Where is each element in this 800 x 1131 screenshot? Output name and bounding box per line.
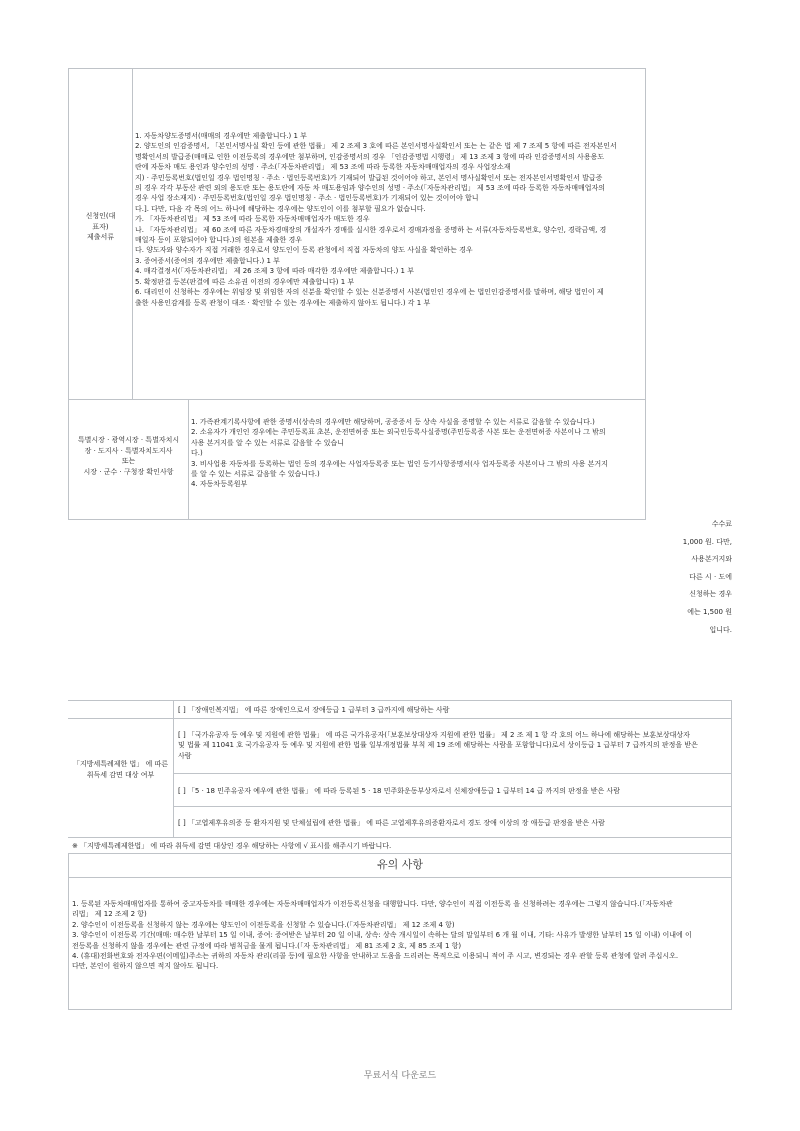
exemption-option-veteran[interactable]: [ ] 「국가유공자 등 예우 및 지원에 관한 법률」 에 따른 국가유공자(「보훈보상대상자 지원에 관한 법률」 제 2 조 제 1 항 각 호의 어느 하나에 해당하는 보훈보상대상자 및 법률 제 11041 호 국가유공자 등 예우 및 지원에 관한 법률 일부개정법률 부칙 제 19 조에 해당하는 사람을 포함합니다)로서 상이등급 1 급부터 7 급까지의 판정을 받은 사람: [178, 731, 698, 760]
official-check-list: 1. 가족관계기록사항에 관한 증명서(상속의 경우에만 해당하며, 공증증서 등 상속 사실을 증명할 수 있는 서류로 갈음할 수 있습니다.) 2. 소유자가 개인인 경우에는 주민등록표 초본, 운전면허증 또는 외국인등록사실증명(주민등록증 사본 또는 운전면허증 사본이나 그 밖의 사용 본거지를 알 수 있는 서류로 갈음할 수 있습니 다.) 3. 비사업용 자동차를 등록하는 법인 등의 경우에는 사업자등록증 또는 법인 등기사항증명서(사 업자등록증 사본이나 그 밖의 사용 본거지 를 알 수 있는 서류로 갈음할 수 있습니다.) 4. 자동차등록원부: [191, 418, 608, 489]
notes-title: 유의 사항: [376, 858, 423, 871]
download-link[interactable]: 무료서식 다운로드: [363, 1071, 437, 1081]
tax-exemption-table: [68, 700, 732, 854]
applicant-docs-list: 1. 자동차양도증명서(매매의 경우에만 제출합니다.) 1 부 2. 양도인의 인감증명서, 「본인서명사실 확인 등에 관한 법률」 제 2 조제 3 호에 따른 본인서명사실확인서 또는 는 같은 법 제 7 조제 5 항에 따른 전자본인서 명확인서의 발급증(매매로 인한 이전등록의 경우에만 첨부하며, 인감증명서의 경우 「인감증명법 시행령」 제 13 조제 3 항에 따라 인감증명서의 사용용도 란에 자동차 매도 용인과 양수인의 성명 · 주소(「자동차관리법」 제 53 조에 따라 등록한 자동차매매업자의 경우 사업장소재 지) · 주민등록번호(법인일 경우 법인명칭 · 주소 · 법인등록번호)가 기재되어 발급된 것이어야 하고, 본인서 명사실확인서 또는 전자본인서명확인서 발급증 의 경우 각각 부동산 관련 외의 용도란 또는 용도란에 자동 차 매도용임과 양수인의 성명 · 주소(「자동차관리법」 제 53 조에 따라 등록한 자동차매매업자의 경우 사업 장소재지) · 주민등록번호(법인일 경우 법인명칭 · 주소 · 법인등록번호)가 기재되어 있는 것이어야 합니 다.]. 다만, 다음 각 목의 어느 하나에 해당하는 경우에는 양도인이 이를 첨부할 필요가 없습니다. 가. 「자동차관리법」 제 53 조에 따라 등록한 자동차매매업자가 매도한 경우 나. 「자동차관리법」 제 60 조에 따른 자동차경매장의 개설자가 경매를 실시한 경우로서 경매과정을 증명하 는 서류(자동차등록번호, 양수인, 경락금액, 경 매일자 등이 포함되어야 합니다.)의 원본을 제출한 경우 다. 양도자와 양수자가 직접 거래한 경우로서 양도인이 등록 관청에서 직접 자동차의 양도 사실을 확인하는 경우 3. 증여증서(증여의 경우에만 제출합니다.) 1 부 4. 매각결정서(「자동차관리법」 제 26 조제 3 항에 따라 매각한 경우에만 제출합니다.) 1 부 5. 확정판결 등본(판결에 따른 소유권 이전의 경우에만 제출합니다) 1 부 6. 대리인이 신청하는 경우에는 위임장 및 위임한 자의 신분을 확인할 수 있는 신분증명서 사본(법인인 경우에 는 법인인감증명서를 말하며, 해당 법인이 제 출한 사용인감계를 등록 관청이 대조 · 확인할 수 있는 경우에는 제출하지 않아도 됩니다.) 각 1 부: [135, 132, 617, 307]
applicant-docs-label: 신청인(대 표자) 제출서류: [85, 212, 116, 242]
notes-section: [68, 853, 732, 1010]
exemption-option-disabled[interactable]: [ ] 「장애인복지법」 에 따른 장애인으로서 장애등급 1 급부터 3 급까지에 해당하는 사람: [178, 706, 450, 714]
tax-exemption-footnote: ※ 「지방세특례제한법」 에 따라 취득세 감면 대상인 경우 해당하는 사항에 √ 표시를 해주시기 바랍니다.: [72, 842, 392, 850]
tax-exemption-label: 「지방세특례제한 법」 에 따른 취득세 감면 대상 여부: [72, 760, 169, 779]
notes-body: 1. 등록된 자동차매매업자를 통하여 중고자동차를 매매한 경우에는 자동차매매업자가 이전등록신청을 대행합니다. 다만, 양수인이 직접 이전등록 을 신청하려는 경우에는 그렇지 않습니다.(「자동차관 리법」 제 12 조제 2 항) 2. 양수인이 이전등록을 신청하지 않는 경우에는 양도인이 이전등록을 신청할 수 있습니다.(「자동차관리법」 제 12 조제 4 항) 3. 양수인이 이전등록 기간(매매: 매수한 날부터 15 일 이내, 증여: 증여받은 날부터 20 일 이내, 상속: 상속 개시일이 속하는 달의 말일부터 6 개 월 이내, 기타: 사유가 발생한 날부터 15 일 이내) 이내에 이 전등록을 신청하지 않을 경우에는 관련 규정에 따라 범칙금을 물게 됩니다.(「자 동차관리법」 제 81 조제 2 호, 제 85 조제 1 항) 4. (휴대)전화번호와 전자우편(이메일)주소는 귀하의 자동차 관리(리콜 등)에 필요한 사항을 안내하고 도움을 드리려는 목적으로 이용되니 적어 주 시고, 변경되는 경우 관할 등록 관청에 알려 주십시오. 다만, 본인이 원하지 않으면 적지 않아도 됩니다.: [72, 900, 692, 971]
fee-note: 수수료 1,000 원. 다만, 사용본거지와 다른 시 · 도에 신청하는 경우 에는 1,500 원 입니다.: [682, 520, 732, 634]
documents-table: [68, 68, 646, 520]
exemption-option-agent-orange[interactable]: [ ] 「고엽제후유의증 등 환자지원 및 단체설립에 관한 법률」 에 따른 고엽제후유의증환자로서 경도 장애 이상의 장 애등급 판정을 받은 사람: [178, 819, 605, 827]
exemption-option-518[interactable]: [ ] 「5 · 18 민주유공자 예우에 관한 법률」 에 따라 등록된 5 · 18 민주화운동부상자로서 신체장애등급 1 급부터 14 급 까지의 판정을 받은 사람: [178, 787, 620, 795]
official-check-label: 특별시장 · 광역시장 · 특별자치시 장 · 도지사 · 특별자치도지사 또는 시장 · 군수 · 구청장 확인사항: [77, 436, 180, 476]
